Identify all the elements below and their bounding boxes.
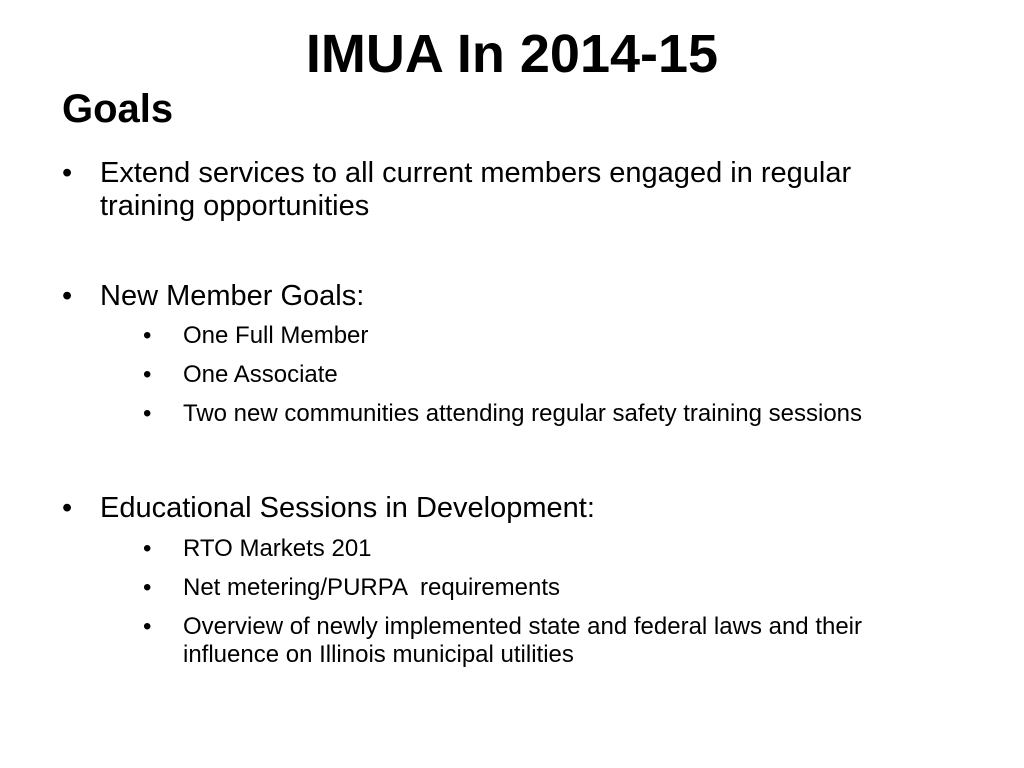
sub-bullet-item bbox=[143, 400, 903, 428]
bullet-item-new-member-goals bbox=[62, 280, 900, 313]
sub-bullet-text: Net metering/PURPA requirements bbox=[183, 574, 561, 601]
bullet-icon: • bbox=[62, 157, 73, 189]
bullet-text: Educational Sessions in Development: bbox=[100, 492, 595, 524]
bullet-icon: • bbox=[62, 280, 73, 312]
bullet-item-extend-services bbox=[62, 157, 900, 223]
sub-bullet-item bbox=[143, 535, 903, 563]
bullet-icon: • bbox=[62, 492, 73, 524]
bullet-icon: • bbox=[143, 535, 152, 562]
bullet-icon: • bbox=[143, 400, 152, 427]
sub-bullet-text: Overview of newly implemented state and federal laws and their influence on Illinois municipal utilities bbox=[183, 613, 863, 668]
sub-bullet-text: Two new communities attending regular safety training sessions bbox=[183, 400, 863, 427]
bullet-text: New Member Goals: bbox=[100, 280, 365, 312]
section-heading: Goals bbox=[62, 87, 174, 131]
bullet-icon: • bbox=[143, 574, 152, 601]
bullet-icon: • bbox=[143, 361, 152, 388]
bullet-icon: • bbox=[143, 322, 152, 349]
bullet-icon: • bbox=[143, 613, 152, 640]
sub-bullet-text: One Associate bbox=[183, 361, 338, 388]
sub-bullet-item bbox=[143, 613, 943, 669]
bullet-text: Extend services to all current members engaged in regular training opportunities bbox=[100, 157, 852, 222]
bullet-item-educational-sessions bbox=[62, 492, 900, 525]
sub-bullet-item bbox=[143, 574, 903, 602]
sub-bullet-item bbox=[143, 361, 903, 389]
sub-bullet-item bbox=[143, 322, 903, 350]
slide-title: IMUA In 2014-15 bbox=[305, 24, 719, 84]
sub-bullet-text: One Full Member bbox=[183, 322, 369, 349]
sub-bullet-text: RTO Markets 201 bbox=[183, 535, 372, 562]
